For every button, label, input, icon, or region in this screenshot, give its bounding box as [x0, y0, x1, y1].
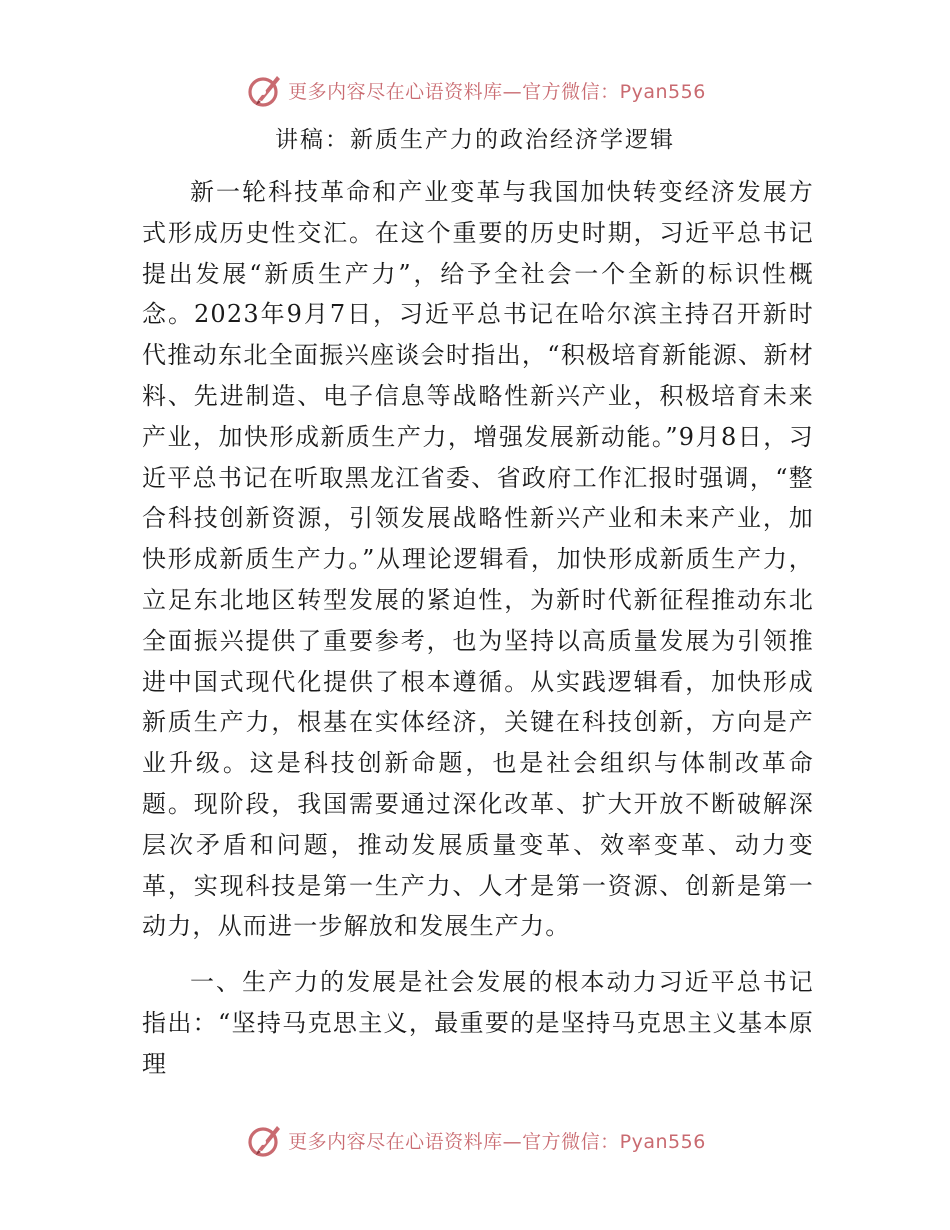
footer-watermark-text: 更多内容尽在心语资料库—官方微信：Pyan556: [288, 1130, 706, 1153]
body-paragraph-1: 新一轮科技革命和产业变革与我国加快转变经济发展方式形成历史性交汇。在这个重要的历史时期，习近平总书记提出发展“新质生产力”，给予全社会一个全新的标识性概念。2023年9月7日，习近平总书记在哈尔滨主持召开新时代推动东北全面振兴座谈会时指出，“积极培育新能源、新材料、先进制造、电子信息等战略性新兴产业，积极培育未来产业，加快形成新质生产力，增强发展新动能。”9月8日，习近平总书记在听取黑龙江省委、省政府工作汇报时强调，“整合科技创新资源，引领发展战略性新兴产业和未来产业，加快形成新质生产力。”从理论逻辑看，加快形成新质生产力，立足东北地区转型发展的紧迫性，为新时代新征程推动东北全面振兴提供了重要参考，也为坚持以高质量发展为引领推进中国式现代化提供了根本遵循。从实践逻辑看，加快形成新质生产力，根基在实体经济，关键在科技创新，方向是产业升级。这是科技创新命题，也是社会组织与体制改革命题。现阶段，我国需要通过深化改革、扩大开放不断破解深层次矛盾和问题，推动发展质量变革、效率变革、动力变革，实现科技是第一生产力、人才是第一资源、创新是第一动力，从而进一步解放和发展生产力。: [142, 178, 814, 941]
document-title: 讲稿：新质生产力的政治经济学逻辑: [275, 127, 675, 153]
header-watermark-banner: [0, 70, 950, 110]
quill-pen-logo-icon: [244, 70, 284, 110]
quill-pen-logo-icon: [244, 1120, 284, 1160]
header-watermark-text: 更多内容尽在心语资料库—官方微信：Pyan556: [288, 80, 706, 103]
body-paragraph-2: 一、生产力的发展是社会发展的根本动力习近平总书记指出：“坚持马克思主义，最重要的是坚持马克思主义基本原理: [142, 968, 814, 1078]
document-body: [142, 172, 814, 1085]
footer-watermark-banner: [0, 1120, 950, 1160]
